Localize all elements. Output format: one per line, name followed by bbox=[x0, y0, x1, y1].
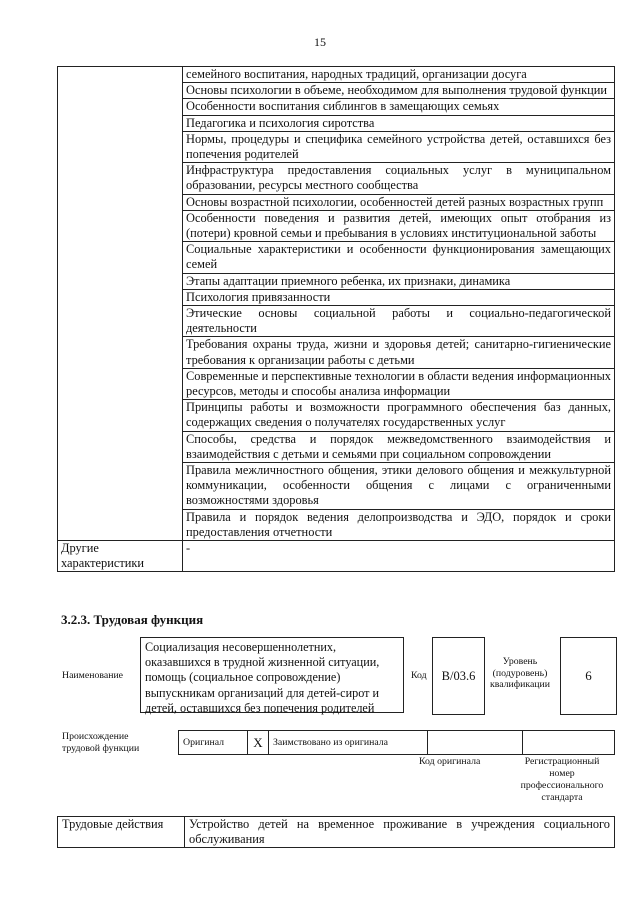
level-label: Уровень (подуровень) квалификации bbox=[489, 656, 551, 690]
knowledge-item: Особенности воспитания сиблингов в замещающих семьях bbox=[183, 99, 615, 115]
knowledge-item: Этапы адаптации приемного ребенка, их признаки, динамика bbox=[183, 273, 615, 289]
level-value: 6 bbox=[585, 668, 592, 683]
knowledge-item: Способы, средства и порядок межведомственного взаимодействия и взаимодействия с детьми и семьями при социальном сопровождении bbox=[183, 431, 615, 462]
knowledge-item: Основы возрастной психологии, особенностей детей разных возрастных групп bbox=[183, 194, 615, 210]
other-characteristics-row bbox=[58, 541, 615, 572]
origin-label: Происхождение трудовой функции bbox=[62, 731, 140, 754]
page-number: 15 bbox=[314, 35, 326, 49]
reg-number-cell bbox=[523, 731, 615, 755]
name-label: Наименование bbox=[62, 670, 124, 681]
function-name-value: Социализация несовершеннолетних, оказавшихся в трудной жизненной ситуации, помощь (социальное сопровождение) выпускникам организаций для детей-сирот и детей, оставшихся без попечения родителей bbox=[145, 640, 380, 715]
code-value: B/03.6 bbox=[441, 668, 476, 683]
duties-label: Трудовые действия bbox=[58, 817, 185, 848]
other-characteristics-label: Другие характеристики bbox=[58, 541, 183, 572]
knowledge-item: Правила и порядок ведения делопроизводства и ЭДО, порядок и сроки предоставления отчетности bbox=[183, 509, 615, 540]
knowledge-table bbox=[57, 66, 615, 572]
borrowed-label: Заимствовано из оригинала bbox=[269, 731, 428, 755]
knowledge-item: Социальные характеристики и особенности функционирования замещающих семей bbox=[183, 242, 615, 273]
duties-value: Устройство детей на временное проживание в учреждения социального обслуживания bbox=[185, 817, 615, 848]
level-box bbox=[560, 637, 617, 715]
knowledge-row bbox=[58, 67, 615, 83]
knowledge-item: Современные и перспективные технологии в области ведения информационных ресурсов, методы и способы анализа информации bbox=[183, 368, 615, 399]
original-mark: X bbox=[248, 731, 269, 755]
origin-table bbox=[178, 730, 615, 755]
code-original-label: Код оригинала bbox=[419, 756, 481, 767]
knowledge-item: семейного воспитания, народных традиций, организации досуга bbox=[183, 67, 615, 83]
reg-number-label: Регистрационный номер профессионального стандарта bbox=[520, 756, 604, 803]
original-label: Оригинал bbox=[179, 731, 248, 755]
function-name-box bbox=[140, 637, 404, 713]
knowledge-item: Этические основы социальной работы и социально-педагогической деятельности bbox=[183, 306, 615, 337]
duties-table bbox=[57, 816, 615, 848]
code-original-cell bbox=[428, 731, 523, 755]
code-box bbox=[432, 637, 485, 715]
code-label: Код bbox=[411, 670, 427, 681]
knowledge-item: Основы психологии в объеме, необходимом для выполнения трудовой функции bbox=[183, 83, 615, 99]
knowledge-item: Принципы работы и возможности программного обеспечения баз данных, содержащих сведения о получателях государственных услуг bbox=[183, 400, 615, 431]
knowledge-label-cell bbox=[58, 67, 183, 541]
knowledge-item: Педагогика и психология сиротства bbox=[183, 115, 615, 131]
knowledge-item: Требования охраны труда, жизни и здоровья детей; санитарно-гигиенические требования к организации работы с детьми bbox=[183, 337, 615, 368]
knowledge-item: Правила межличностного общения, этики делового общения и межкультурной коммуникации, особенности общения с лицами с ограниченными возможностями здоровья bbox=[183, 463, 615, 510]
other-characteristics-value: - bbox=[183, 541, 615, 572]
knowledge-item: Психология привязанности bbox=[183, 289, 615, 305]
knowledge-item: Нормы, процедуры и специфика семейного устройства детей, оставшихся без попечения родителей bbox=[183, 131, 615, 162]
knowledge-item: Особенности поведения и развития детей, имеющих опыт отобрания из (потери) кровной семьи и пребывания в условиях институциональной заботы bbox=[183, 210, 615, 241]
section-title: 3.2.3. Трудовая функция bbox=[61, 612, 204, 627]
knowledge-item: Инфраструктура предоставления социальных услуг в муниципальном образовании, ресурсы местного сообщества bbox=[183, 163, 615, 194]
